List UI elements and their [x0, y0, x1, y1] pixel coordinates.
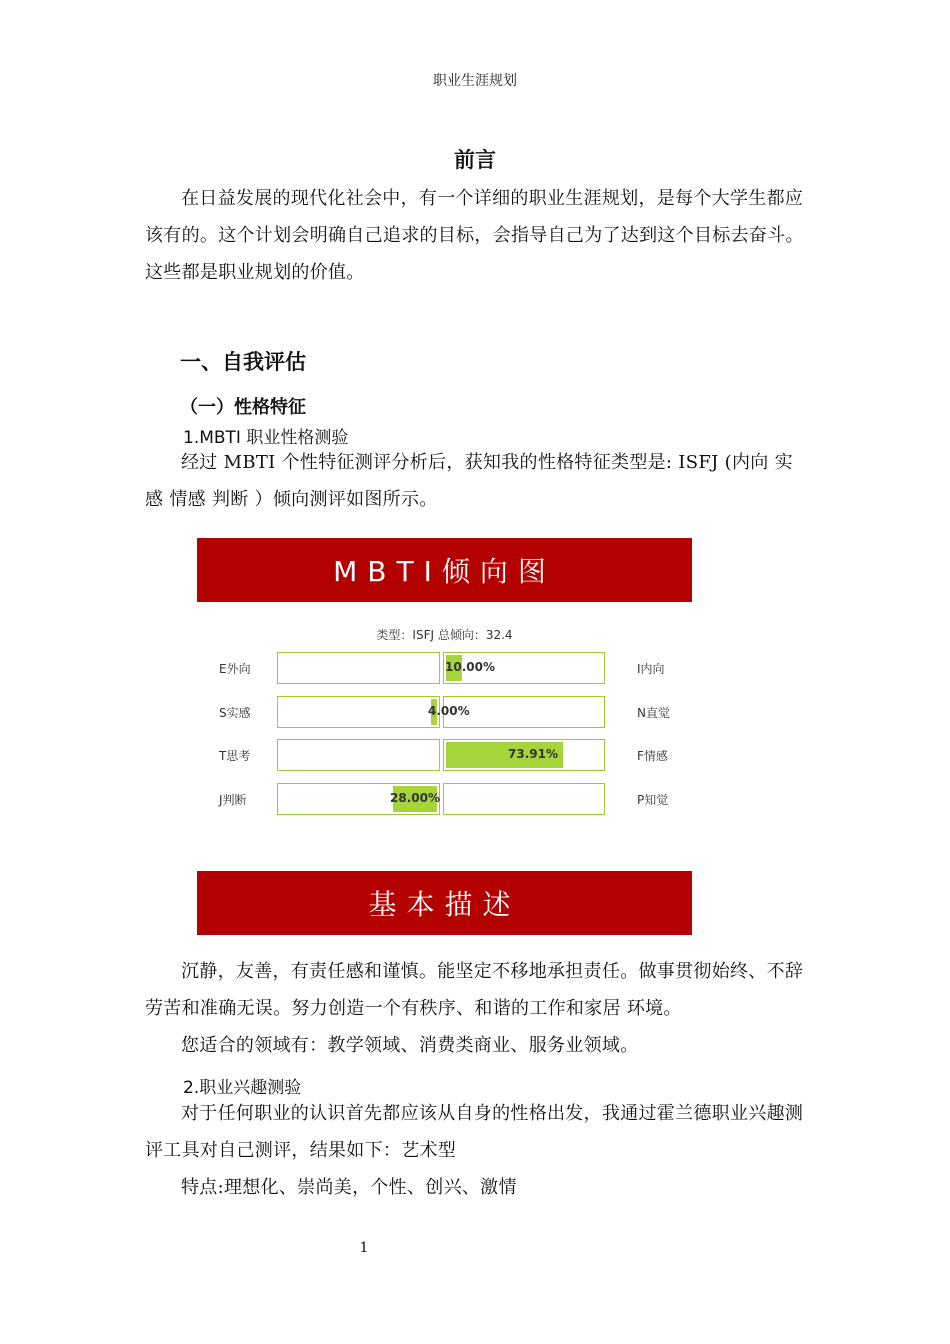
interest-paragraph: 对于任何职业的认识首先都应该从自身的性格出发，我通过霍兰德职业兴趣测评工具对自己测评，结果如下：艺术型	[145, 1103, 804, 1161]
description-banner: 基本描述	[197, 871, 692, 935]
chart-left-label: E外向	[219, 662, 251, 676]
chart-left-box	[277, 696, 440, 728]
chart-row	[197, 739, 692, 771]
chart-right-label: P知觉	[637, 793, 669, 807]
chart-left-box	[277, 739, 440, 771]
mbti-banner: MBTI倾向图	[197, 538, 692, 602]
chart-right-label: I内向	[637, 662, 665, 676]
chart-row	[197, 696, 692, 728]
chart-right-label: N直觉	[637, 706, 670, 720]
page-number: 1	[359, 1240, 369, 1256]
chart-value-label: 28.00%	[390, 791, 440, 805]
section-heading: 一、自我评估	[180, 350, 306, 374]
description-paragraph: 沉静，友善，有责任感和谨慎。能坚定不移地承担责任。做事贯彻始终、不辞劳苦和准确无误。努力创造一个有秩序、和谐的工作和家居 环境。	[145, 961, 804, 1019]
page-header: 职业生涯规划	[433, 73, 517, 89]
chart-value-label: 10.00%	[445, 660, 495, 674]
chart-row	[197, 652, 692, 684]
fields-paragraph: 您适合的领域有：教学领域、消费类商业、服务业领域。	[181, 1035, 639, 1056]
chart-left-label: T思考	[219, 749, 251, 763]
chart-right-box	[443, 783, 605, 815]
chart-value-label: 4.00%	[428, 704, 470, 718]
chart-left-box	[277, 652, 440, 684]
intro-paragraph: 在日益发展的现代化社会中，有一个详细的职业生涯规划，是每个大学生都应该有的。这个计划会明确自己追求的目标，会指导自己为了达到这个目标去奋斗。这些都是职业规划的价值。	[145, 188, 804, 283]
chart-left-label: S实感	[219, 706, 251, 720]
item-heading-interest: 2.职业兴趣测验	[183, 1078, 302, 1098]
mbti-chart	[197, 602, 692, 858]
subsection-heading: （一）性格特征	[180, 397, 306, 418]
traits-paragraph: 特点:理想化、崇尚美，个性、创兴、激情	[181, 1177, 517, 1198]
page-title: 前言	[454, 148, 496, 172]
chart-row	[197, 783, 692, 815]
chart-right-label: F情感	[637, 749, 668, 763]
chart-left-label: J判断	[219, 793, 247, 807]
item-heading-mbti: 1.MBTI 职业性格测验	[183, 428, 349, 448]
chart-value-label: 73.91%	[508, 747, 558, 761]
chart-title: 类型：ISFJ 总倾向：32.4	[376, 628, 513, 642]
mbti-paragraph: 经过 MBTI 个性特征测评分析后，获知我的性格特征类型是: ISFJ (内向 实感 情感 判断 ）倾向测评如图所示。	[145, 452, 793, 510]
